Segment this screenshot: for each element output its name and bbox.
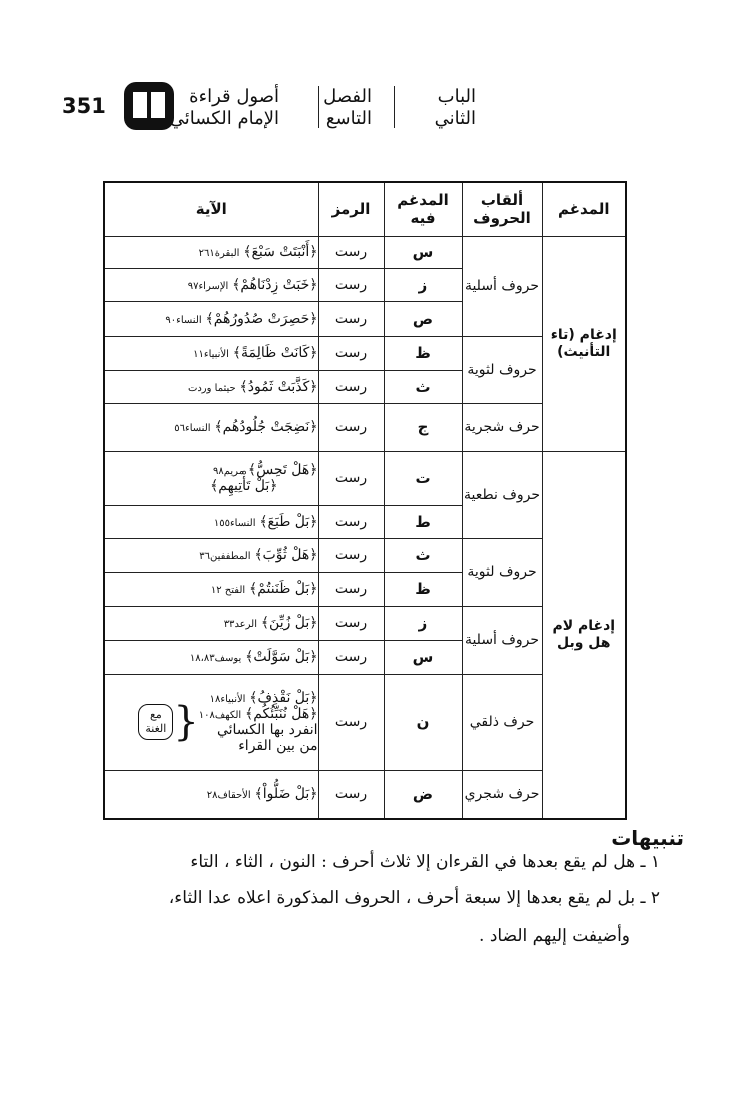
letters-label: حروف نطعية — [462, 451, 542, 538]
mudgham-fih-cell: ظ — [384, 336, 462, 370]
mudgham-fih-cell: ظ — [384, 572, 462, 606]
col-header-letters: ألقاب الحروف — [462, 182, 542, 236]
aya-cell: ﴿هَلْ ثُوِّبَ﴾ المطففين٣٦ — [104, 538, 318, 572]
group-label: إدغام لام هل وبل — [542, 451, 626, 819]
header-section: الباب الثاني — [434, 86, 476, 129]
table-row — [104, 451, 626, 505]
mudgham-fih-cell: ز — [384, 268, 462, 301]
page-header — [62, 82, 476, 132]
aya-cell: ﴿بَلْ سَوَّلَتْ﴾ يوسف١٨،٨٣ — [104, 640, 318, 674]
mudgham-fih-cell: ز — [384, 606, 462, 640]
mudgham-fih-cell: ج — [384, 403, 462, 451]
ramz-cell: رست — [318, 538, 384, 572]
note-line: وأضيفت إليهم الضاد . — [479, 926, 630, 946]
ramz-cell: رست — [318, 770, 384, 819]
ramz-cell: رست — [318, 236, 384, 268]
ramz-cell: رست — [318, 451, 384, 505]
aya-cell: ﴿بَلْ ضَلُّواْ﴾ الأحقاف٢٨ — [104, 770, 318, 819]
mudgham-fih-cell: ث — [384, 370, 462, 403]
aya-cell: ﴿بَلْ طَبَعَ﴾ النساء١٥٥ — [104, 505, 318, 538]
letters-label: حرف ذلقي — [462, 674, 542, 770]
ghunna-note-box: مع الغنة — [138, 704, 173, 740]
col-header-aya: الآية — [104, 182, 318, 236]
mudgham-fih-cell: س — [384, 640, 462, 674]
ramz-cell: رست — [318, 403, 384, 451]
letters-label: حروف أسلية — [462, 606, 542, 674]
table-row — [104, 236, 626, 268]
letters-label: حرف شجري — [462, 770, 542, 819]
aya-cell: ﴿هَلْ تَحِسُّ﴾ مريم٩٨ ﴿بَلْ تَأْتِيهِم﴾ — [104, 451, 318, 505]
col-header-mudgham: المدغم — [542, 182, 626, 236]
brace: { — [173, 699, 199, 745]
aya-cell: ﴿كَذَّبَتْ ثَمُودُ﴾ حيثما وردت — [104, 370, 318, 403]
col-header-mudgham-fih: المدغم فيه — [384, 182, 462, 236]
ramz-cell: رست — [318, 301, 384, 336]
note-line: ٢ ـ بل لم يقع بعدها إلا سبعة أحرف ، الحروف المذكورة اعلاه عدا الثاء، — [168, 888, 660, 908]
mudgham-fih-cell: ث — [384, 538, 462, 572]
note-line: ١ ـ هل لم يقع بعدها في القرءان إلا ثلاث أحرف : النون ، الثاء ، التاء — [190, 852, 660, 872]
letters-label: حروف لثوية — [462, 538, 542, 606]
ramz-cell: رست — [318, 606, 384, 640]
group-label: إدغام (تاء التأنيث) — [542, 236, 626, 451]
mudgham-fih-cell: ض — [384, 770, 462, 819]
mudgham-fih-cell: ط — [384, 505, 462, 538]
header-chapter: الفصل التاسع — [323, 86, 372, 129]
letters-label: حرف شجرية — [462, 403, 542, 451]
col-header-ramz: الرمز — [318, 182, 384, 236]
table-header-row — [104, 182, 626, 236]
letters-label: حروف لثوية — [462, 336, 542, 403]
aya-cell: ﴿بَلْ زُيِّنَ﴾ الرعد٣٣ — [104, 606, 318, 640]
idgham-table — [103, 181, 627, 820]
mudgham-fih-cell: ن — [384, 674, 462, 770]
ramz-cell: رست — [318, 505, 384, 538]
ramz-cell: رست — [318, 370, 384, 403]
aya-cell: ﴿كَانَتْ ظَالِمَةً﴾ الأنبياء١١ — [104, 336, 318, 370]
mudgham-fih-cell: ت — [384, 451, 462, 505]
mudgham-fih-cell: س — [384, 236, 462, 268]
ramz-cell: رست — [318, 572, 384, 606]
aya-cell: ﴿حَصِرَتْ صُدُورُهُمْ﴾ النساء٩٠ — [104, 301, 318, 336]
ramz-cell: رست — [318, 268, 384, 301]
ramz-cell: رست — [318, 674, 384, 770]
aya-cell: ﴿بَلْ ظَنَنتُمْ﴾ الفتح ١٢ — [104, 572, 318, 606]
mudgham-fih-cell: ص — [384, 301, 462, 336]
header-divider — [394, 86, 395, 128]
ramz-cell: رست — [318, 640, 384, 674]
aya-cell: ﴿خَبَتْ زِدْنَاهُمْ﴾ الإسراء٩٧ — [104, 268, 318, 301]
letters-label: حروف أسلية — [462, 236, 542, 336]
page-number: 351 — [62, 94, 106, 118]
aya-cell: ﴿نَضِجَتْ جُلُودُهُم﴾ النساء٥٦ — [104, 403, 318, 451]
aya-cell: ﴿بَلْ نَقْذِفُ﴾ الأنبياء١٨ ﴿هَلْ نُنَبِّئُكُم﴾ الكهف١٠٨ انفرد بها الكسائي من بين القراء { مع الغنة — [104, 674, 318, 770]
aya-cell: ﴿أَنْبَتَتْ سَبْعَ﴾ البقرة٢٦١ — [104, 236, 318, 268]
header-book-title: أصول قراءة الإمام الكسائي — [169, 86, 279, 129]
notes-title: تنبيهات — [611, 826, 684, 850]
ramz-cell: رست — [318, 336, 384, 370]
